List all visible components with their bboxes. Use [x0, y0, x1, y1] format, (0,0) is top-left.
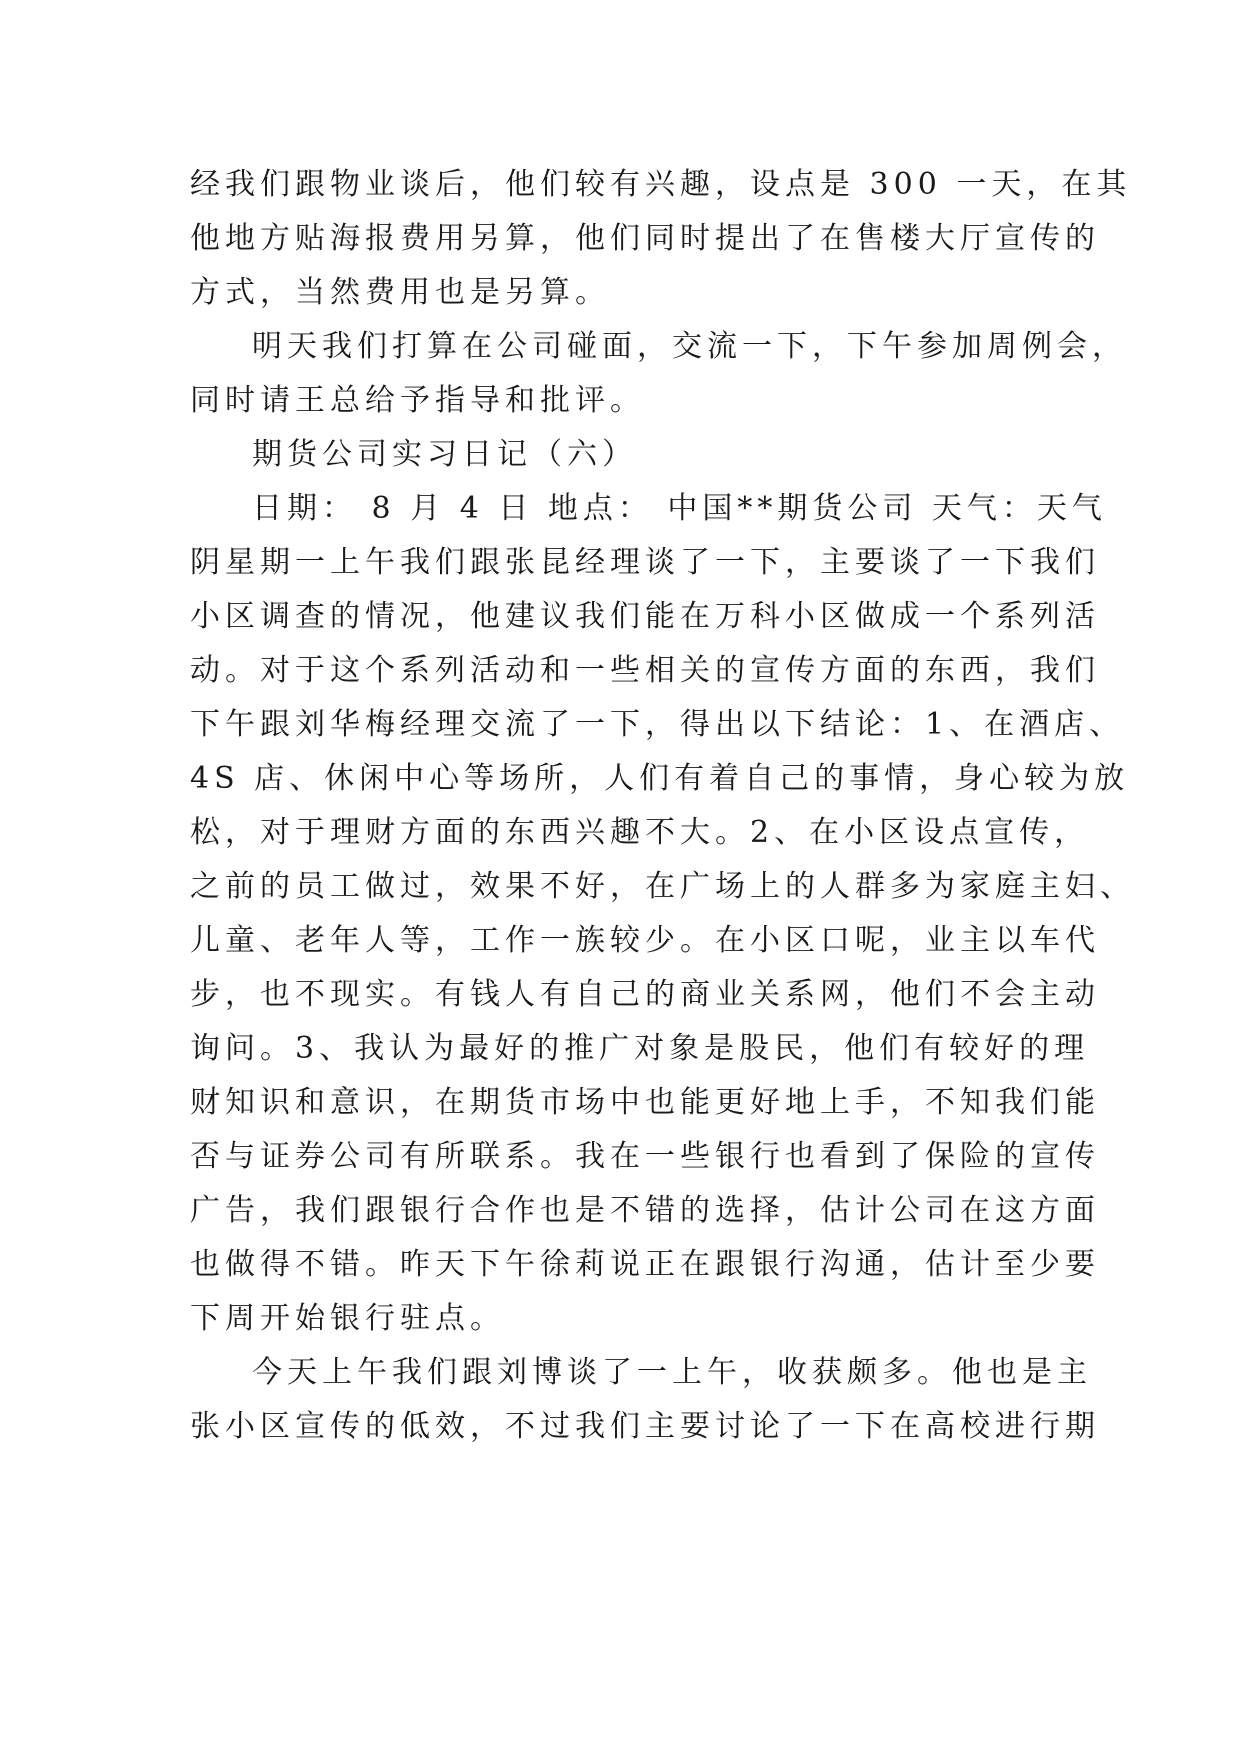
text-line: 否与证券公司有所联系。我在一些银行也看到了保险的宣传: [190, 1139, 1100, 1174]
text-line: 小区调查的情况，他建议我们能在万科小区做成一个系列活: [190, 599, 1100, 634]
text-line: 同时请王总给予指导和批评。: [190, 383, 645, 418]
text-line: 4S 店、休闲中心等场所，人们有着自己的事情，身心较为放: [190, 761, 1130, 796]
text-line: 张小区宣传的低效，不过我们主要讨论了一下在高校进行期: [190, 1409, 1100, 1444]
text-line: 也做得不错。昨天下午徐莉说正在跟银行沟通，估计至少要: [190, 1247, 1100, 1282]
document-body: [190, 158, 1135, 1454]
text-line: 下午跟刘华梅经理交流了一下，得出以下结论：1、在酒店、: [190, 707, 1125, 742]
text-line: 步，也不现实。有钱人有自己的商业关系网，他们不会主动: [190, 977, 1100, 1012]
text-line: 明天我们打算在公司碰面，交流一下，下午参加周例会，: [252, 329, 1127, 364]
text-line: 儿童、老年人等，工作一族较少。在小区口呢，业主以车代: [190, 923, 1100, 958]
text-line: 动。对于这个系列活动和一些相关的宣传方面的东西，我们: [190, 653, 1100, 688]
diary-meta-line: 日期： 8 月 4 日 地点： 中国**期货公司 天气：天气: [252, 491, 1107, 526]
text-line: 阴星期一上午我们跟张昆经理谈了一下，主要谈了一下我们: [190, 545, 1100, 580]
text-line: 广告，我们跟银行合作也是不错的选择，估计公司在这方面: [190, 1193, 1100, 1228]
text-line: 下周开始银行驻点。: [190, 1301, 505, 1336]
text-line: 今天上午我们跟刘博谈了一上午，收获颇多。他也是主: [252, 1355, 1092, 1390]
text-line: 之前的员工做过，效果不好，在广场上的人群多为家庭主妇、: [190, 869, 1135, 904]
text-line: 经我们跟物业谈后，他们较有兴趣，设点是 300 一天，在其: [190, 167, 1132, 202]
text-line: 他地方贴海报费用另算，他们同时提出了在售楼大厅宣传的: [190, 221, 1100, 256]
text-line: 询问。3、我认为最好的推广对象是股民，他们有较好的理: [190, 1031, 1090, 1066]
section-heading: 期货公司实习日记（六）: [252, 437, 637, 472]
text-line: 财知识和意识，在期货市场中也能更好地上手，不知我们能: [190, 1085, 1100, 1120]
text-line: 松，对于理财方面的东西兴趣不大。2、在小区设点宣传，: [190, 815, 1090, 850]
text-line: 方式，当然费用也是另算。: [190, 275, 610, 310]
